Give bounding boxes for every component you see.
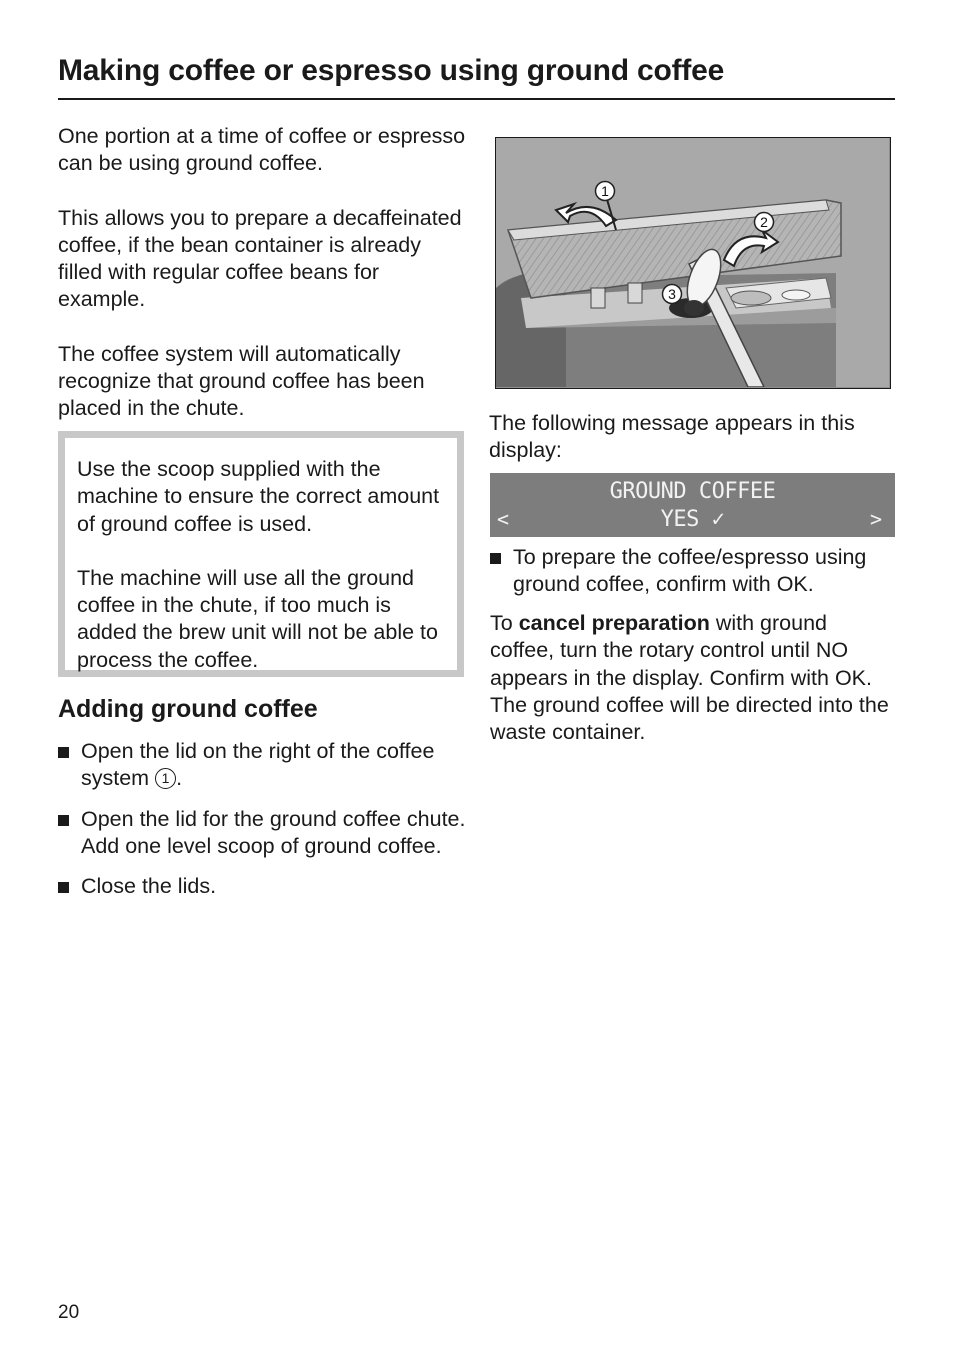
coffee-machine-illustration — [495, 137, 891, 389]
callout-2-label: 2 — [760, 214, 768, 230]
cancel-section — [490, 610, 895, 746]
bullet-square-icon — [490, 553, 501, 564]
display-line-2: YES ✓ — [660, 507, 725, 532]
step-2-text: Open the lid for the ground coffee chute. Add one level scoop of ground coffee. — [81, 806, 466, 858]
callout-3-label: 3 — [668, 286, 676, 302]
step-1-text: Open the lid on the right of the coffee system — [81, 739, 435, 791]
note-paragraph-2: The machine will use all the ground coffee in the chute, if too much is added the brew unit will not be able to process the coffee. — [77, 565, 438, 672]
confirm-step-text: To prepare the coffee/espresso using ground coffee, confirm with OK. — [513, 545, 867, 597]
message-intro: The following message appears in this display: — [489, 411, 855, 463]
page-title: Making coffee or espresso using ground coffee — [58, 54, 725, 87]
display-right-arrow-icon: > — [869, 507, 882, 531]
note-paragraph-1: Use the scoop supplied with the machine to ensure the correct amount of ground coffee is used. — [77, 457, 440, 536]
list-item — [58, 806, 468, 861]
coffee-machine-drawing — [496, 138, 889, 387]
display-line-1: GROUND COFFEE — [609, 479, 776, 504]
machine-display — [490, 473, 895, 537]
title-rule — [58, 98, 895, 100]
callout-1-icon: 1 — [155, 768, 176, 789]
step-3-text: Close the lids. — [81, 874, 217, 899]
list-item — [58, 738, 468, 793]
cancel-prefix: To — [490, 611, 519, 635]
list-item — [58, 873, 468, 900]
callout-1-label: 1 — [601, 183, 609, 199]
adding-steps-list — [58, 738, 468, 900]
display-left-arrow-icon: < — [497, 507, 510, 531]
bullet-square-icon — [58, 815, 69, 826]
cancel-paragraph — [490, 610, 895, 692]
page-number: 20 — [58, 1302, 80, 1323]
step-1-end: . — [176, 766, 183, 791]
intro-paragraph-3: The coffee system will automatically recognize that ground coffee has been placed in the chute. — [58, 341, 425, 421]
bullet-square-icon — [58, 747, 69, 758]
confirm-steps-list — [490, 544, 900, 599]
waste-paragraph: The ground coffee will be directed into the waste container. — [490, 692, 889, 745]
adding-ground-coffee-heading: Adding ground coffee — [58, 695, 318, 723]
intro-section — [58, 123, 468, 423]
message-section — [489, 410, 899, 465]
cancel-bold-term: cancel preparation — [518, 611, 710, 635]
cancel-rest: with ground coffee, turn the rotary control until NO appears in the display. Confirm with OK. — [490, 611, 872, 690]
note-box — [58, 431, 464, 677]
intro-paragraph-2: This allows you to prepare a decaffeinated coffee, if the bean container is already filled with regular coffee beans for example. — [58, 205, 462, 312]
intro-paragraph-1: One portion at a time of coffee or espresso can be using ground coffee. — [58, 124, 466, 176]
bullet-square-icon — [58, 882, 69, 893]
list-item — [490, 544, 900, 599]
